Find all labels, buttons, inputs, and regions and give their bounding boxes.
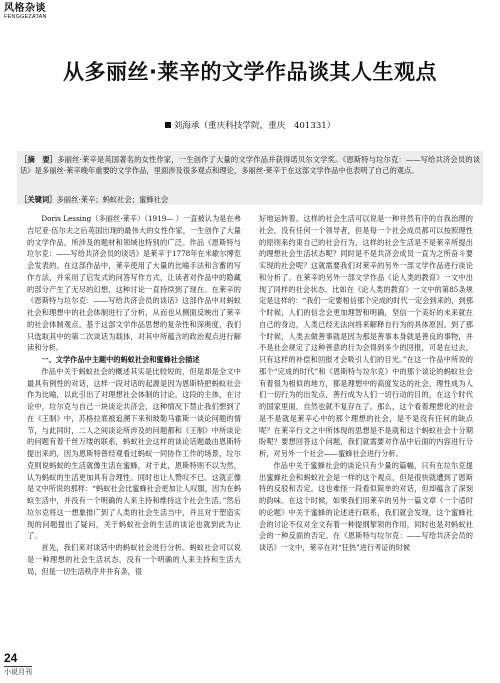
body-paragraph: Doris Lessing（多丽丝·莱辛）（1919— ）一直被认为是在弗吉尼亚·伍尔夫之后英国出现的最伟大的女性作家，一生创作了大量的文学作品，所涉及的题材和领域也特别的广泛。作品《恩斯特与垃尔克：——写给共济会员的谈话》是莱辛于1778年在米歇尔博览会发表的。在这部作品中，莱辛使用了大量的比喻手法和含蓄的写作方法，并采用了启发式的问答写作方式，让读者对作品中的隐藏的部分产生了无尽的幻想，这种讨论一直持续到了现在。在莱辛的《恩斯特与垃尔克：——写给共济会员的谈话》这部作品中对蚂蚁社会和理想中的社会体制进行了分析，从而也从侧面反映出了莱辛的社会体制观点。基于这部文学作品思想的复杂性和深奥度，我们只选取其中的第二次谈话为载体，对其中所蕴含的政治观点进行解读和分析。 (27, 214, 241, 353)
keywords-label: ［关键词］ (20, 195, 57, 204)
article-title: 从多丽丝·莱辛的文学作品谈其人生观点 (63, 60, 437, 84)
body-column-left (27, 213, 241, 577)
square-bullet-icon (165, 122, 171, 128)
keywords (20, 194, 480, 205)
body-paragraph: 首先，我们来对谈话中的蚂蚁社会进行分析。蚂蚁社会可以说是一种理想的社会生活状态，没有一个明确的人来主持和生活大局，但是一切生活秩序井井有条，很 (27, 543, 241, 576)
body-paragraph: 作品中关于蚂蚁社会的概述其实是比较短的，但是却是全文中最具有例性的对话，这样一段对话的起源是因为恩斯特把蚂蚁社会作为比喻，以此引出了对理想社会体制的讨论。这段的主体，在讨论中，垃尔克与自己一块谈论共济会，这种情况下禁止我们想到了在《王制》中，苏格拉底被追溯下来和玻勒马霍斯一谈论问题的情节，与此同时，二人之间谈论所涉及的问题都和《王制》中所谈论的问题有着千丝万缕的联系，蚂蚁社会这样的谈论话题最由恩斯特提出来的，因为恩斯特曾经观看过蚂蚁一同协作工作的场景，垃尔克则说蚂蚁的生活就像生活在蜜蜂，对于此，恩斯特则不以为然，认为蚂蚁的生活更加具有合理性。同时也让人赞叹不已。这就正像是文中所说的那样：“蚂蚁社会比蜜蜂社会更加让人叹服，因为在蚂蚁生活中，并没有一个明确的人来主持和维持这个社会生活。”然后垃尔克将这一想象推广到了人类的社会生活当中，并且对于塑造实现的问题提出了疑问，关于蚂蚁社会的生活的谈论也就到此为止了。 (27, 366, 241, 541)
abstract-text: 多丽丝·莱辛是英国著名的女性作家，一生创作了大量的文学作品并获得诺贝尔文学奖。《恩斯特与垃尔克：——写给共济会员的谈话》是多丽丝·莱辛晚年重要的文学作品，里面涉及很多观点和理论，多丽丝·莱辛于在这部文学作品中也表明了自己的观点。 (20, 155, 480, 175)
journal-name: 小说月刊 (4, 668, 32, 676)
page-number: 24 (4, 651, 18, 665)
author-affiliation: 刘海承（重庆科技学院，重庆 401331） (173, 121, 336, 131)
keywords-text: 多丽丝·莱辛；蚂蚁社会；蜜蜂社会 (56, 195, 169, 204)
section-heading: 一、文学作品中主题中的蚂蚁社会和蜜蜂社会描述 (41, 355, 200, 364)
section-name: 风格杂谈 (4, 3, 46, 14)
body-column-right (259, 213, 473, 554)
section-name-en: FENGGEZATAN (4, 14, 47, 20)
body-paragraph: 好地运转着。这样的社会生活可以说是一种井然有序的自我治理的社会，没有任何一个领导者，但是每一个社会成员都可以按照理性的原则来约束自己的社会行为，这样的社会生活是不是莱辛所提出的理想社会生活状态呢？同时是不是共济会成员一直为之所奋斗要实现的社会呢？这就需要我们对莱辛的另外一部文学作品进行谈论和分析了。在莱辛的另外一部文学作品《论人类的教育》一文中出现了同样的社会状态。比如在《论人类的教育》一文中的第85条规定是这样的：“我们一定要相信那个完成的时代一定会到来的，到那个时候，人们的信念会更加理智和明确，坚信一个美好的未来就在自己的身边，人类已经无法向将来解释自行为的具体原因。到了那个时候，人类去做善事就是因为那是善事本身就是善良的事物，并不是社会规定了这种善意的行为会得到多少的回报，可是在过去，只有这样的补偿和回报才会吸引人们的目光。”在这一作品中所说的那个“完成的时代”和《恩斯特与垃尔克》中的那个谈论的蚂蚁社会有着很为相似的地方，都是理想中的高度发达的社会，理性成为人们一切行为的出发点，善行成为人们一切行动的目的，在这个时代的国家里面，自然也就不复存在了。那么，这个看着理想化的社会是不是就是莱辛心中的那个理想的社会，是不是没有任何的缺点呢？在莱辛行文之中所体现的思想是不是就和这个蚂蚁社会十分期盼呢？要想回答这个问题，我们就需要对作品中后面的内容进行分析，对另外一个社会——蜜蜂社会进行分析。 (259, 214, 473, 458)
abstract (20, 154, 480, 176)
body-paragraph: 作品中关于蜜蜂社会的谈论只有少量的篇幅，只有在垃尔克提出蜜蜂社会和蚂蚁社会是一样的这个观点，但是很快就遭到了恩斯特的反驳和否定。这也难怪一段看似简单的对话，但却蕴含了深刻的韵味。在这个时候，如果我们用莱辛的另外一篇文章《一个适时的论题》中关于蜜蜂的论述进行联系，我们就会发现，这个蜜蜂社会的讨论不仅对全文有着一种提纲挈领的作用，同时也是对蚂蚁社会的一种反面的否定。在《恩斯特与垃尔克：——写给共济会员的谈话》一文中，莱辛在对“狂热”进行考证的时候 (259, 460, 473, 552)
author-byline (0, 120, 500, 132)
section-masthead (4, 3, 47, 21)
abstract-label: ［摘 要］ (20, 155, 58, 164)
